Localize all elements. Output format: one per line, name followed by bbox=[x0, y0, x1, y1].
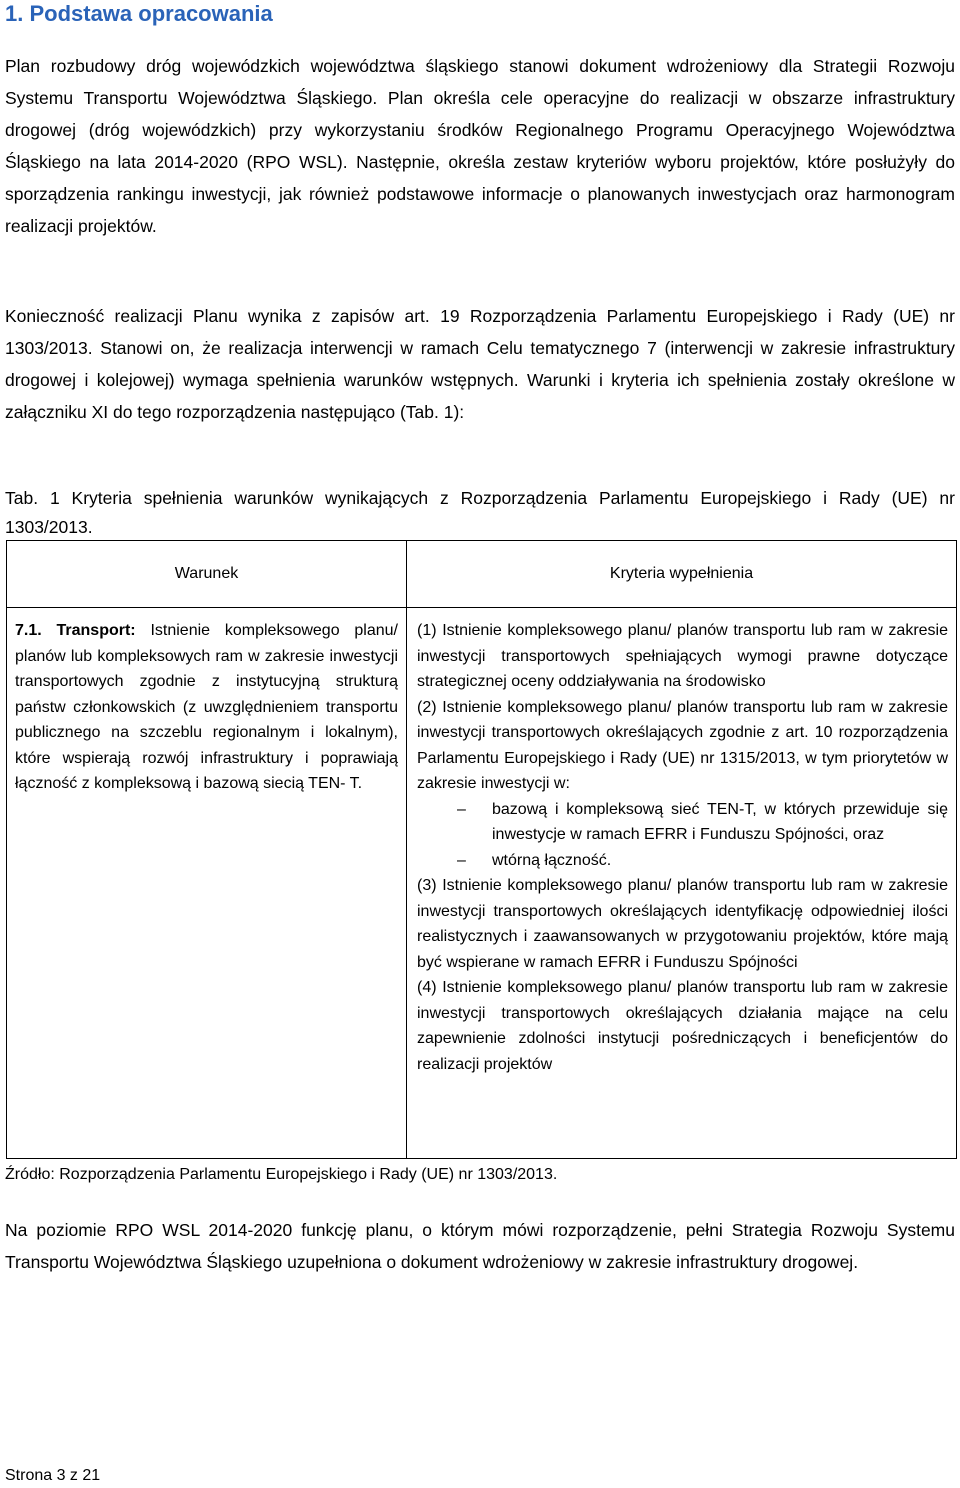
intro-paragraph: Plan rozbudowy dróg wojewódzkich województwa śląskiego stanowi dokument wdrożeniowy dla Strategii Rozwoju Systemu Transportu Województwa Śląskiego. Plan określa cele operacyjne do realizacji w obszarze infrastruktury drogowej (dróg wojewódzkich) przy wykorzystaniu środków Regionalnego Programu Operacyjnego Województwa Śląskiego na lata 2014-2020 (RPO WSL). Następnie, określa zestaw kryteriów wyboru projektów, które posłużyły do sporządzenia rankingu inwestycji, jak również podstawowe informacje o planowanych inwestycjach oraz harmonogram realizacji projektów. bbox=[5, 56, 955, 236]
list-item: – wtórną łączność. bbox=[417, 848, 948, 874]
criterion-4: (4) Istnienie kompleksowego planu/ planów transportu lub ram w zakresie inwestycji transportowych określających działania mające na celu zapewnienie zdolności instytucji pośredniczących i beneficjentów do realizacji projektów bbox=[417, 979, 948, 1073]
table-source: Źródło: Rozporządzenia Parlamentu Europejskiego i Rady (UE) nr 1303/2013. bbox=[5, 1166, 558, 1183]
table-row bbox=[7, 608, 957, 1159]
criteria-table bbox=[6, 540, 957, 1159]
page-number: Strona 3 z 21 bbox=[5, 1467, 101, 1484]
header-condition: Warunek bbox=[7, 541, 407, 608]
condition-label: 7.1. Transport: bbox=[15, 622, 136, 639]
criteria-cell bbox=[407, 608, 957, 1159]
condition-cell bbox=[7, 608, 407, 1159]
criterion-2: (2) Istnienie kompleksowego planu/ planów transportu lub ram w zakresie inwestycji transportowych określających zgodnie z art. 10 rozporządzenia Parlamentu Europejskiego i Rady (UE) nr 1315/2013, w tym priorytetów w zakresie inwestycji w: bbox=[417, 698, 948, 792]
list-item: – bazową i kompleksową sieć TEN-T, w których przewiduje się inwestycje w ramach EFRR i Funduszu Spójności, oraz bbox=[417, 797, 948, 848]
criterion-1: (1) Istnienie kompleksowego planu/ planów transportu lub ram w zakresie inwestycji transportowych spełniających wymogi prawne dotyczące strategicznej oceny oddziaływania na środowisko bbox=[417, 622, 948, 690]
closing-paragraph: Na poziomie RPO WSL 2014-2020 funkcję planu, o którym mówi rozporządzenie, pełni Strategia Rozwoju Systemu Transportu Województwa Śląskiego uzupełniona o dokument wdrożeniowy w zakresie infrastruktury drogowej. bbox=[5, 1220, 955, 1272]
criterion-2-sublist bbox=[417, 797, 948, 874]
table-caption: Tab. 1 Kryteria spełnienia warunków wynikających z Rozporządzenia Parlamentu Europejskiego i Rady (UE) nr 1303/2013. bbox=[5, 488, 955, 537]
condition-text: Istnienie kompleksowego planu/ planów lub kompleksowych ram w zakresie inwestycji transportowych zgodnie z instytucyjną strukturą państw członkowskich (z uwzględnieniem transportu publicznego na szczeblu regionalnym i lokalnym), które wspierają rozwój infrastruktury i poprawiają łączność z kompleksową i bazową siecią TEN- T. bbox=[15, 622, 398, 792]
table-header-row bbox=[7, 541, 957, 608]
legal-basis-paragraph: Konieczność realizacji Planu wynika z zapisów art. 19 Rozporządzenia Parlamentu Europejskiego i Rady (UE) nr 1303/2013. Stanowi on, że realizacja interwencji w ramach Celu tematycznego 7 (interwencji w zakresie infrastruktury drogowej i kolejowej) wymaga spełnienia warunków wstępnych. Warunki i kryteria ich spełnienia zostały określone w załączniku XI do tego rozporządzenia następująco (Tab. 1): bbox=[5, 306, 955, 422]
header-criteria: Kryteria wypełnienia bbox=[407, 541, 957, 608]
criterion-3: (3) Istnienie kompleksowego planu/ planów transportu lub ram w zakresie inwestycji transportowych określających identyfikację odpowiedniej ilości realistycznych i zaawansowanych w przygotowaniu projektów, które mają być wspierane w ramach EFRR i Funduszu Spójności bbox=[417, 877, 948, 971]
section-heading: 1. Podstawa opracowania bbox=[5, 1, 273, 26]
